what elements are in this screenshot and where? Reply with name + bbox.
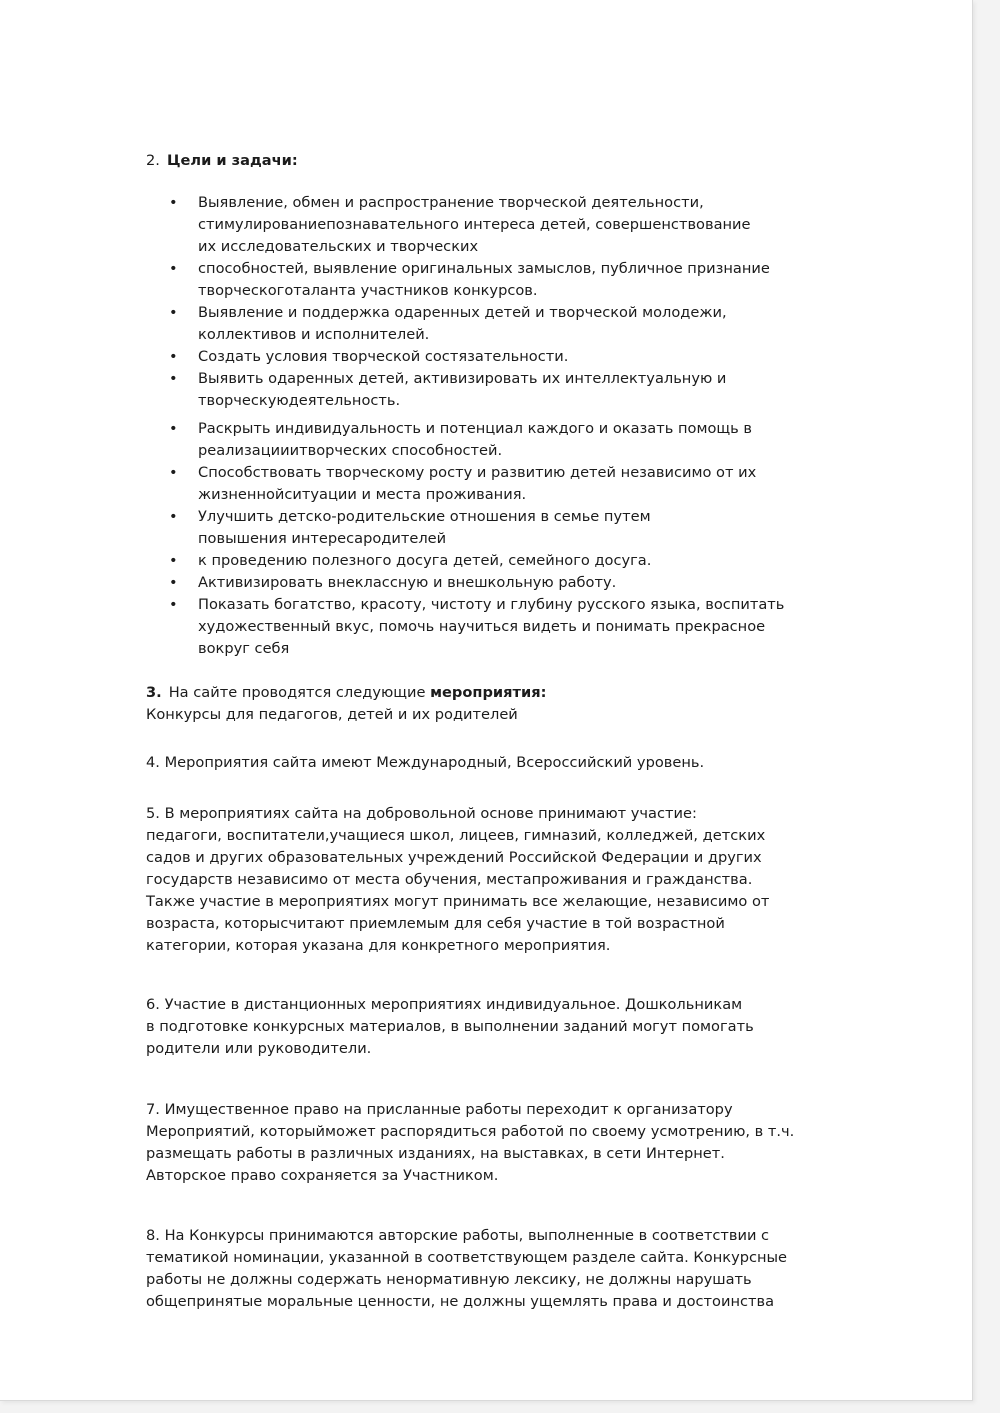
paragraph-5: 5. В мероприятиях сайта на добровольной основе принимают участие: педагоги, воспитатели,учащиеся школ, лицеев, гимназий, колледжей, детских садов и других образовательных учреждений Российской Федерации и других государств независимо от места обучения, местапроживания и гражданства. Также участие в мероприятиях могут принимать все желающие, независимо от возраста, которысчитают приемлемым для себя участие в той возрастной категории, которая указана для конкретного мероприятия. — [146, 805, 770, 954]
goal-item: • Показать богатство, красоту, чистоту и глубину русского языка, воспитать художественный вкус, помочь научиться видеть и понимать прекрасное вокруг себя — [198, 594, 836, 660]
paragraph-6: 6. Участие в дистанционных мероприятиях индивидуальное. Дошкольникам в подготовке конкурсных материалов, в выполнении заданий могут помогать родители или руководители. — [146, 996, 754, 1057]
section-3-bold: мероприятия: — [430, 684, 547, 701]
goals-list — [146, 192, 836, 660]
paragraph-8: 8. На Конкурсы принимаются авторские работы, выполненные в соответствии с тематикой номинации, указанной в соответствующем разделе сайта. Конкурсные работы не должны содержать ненормативную лексику, не должны нарушать общепринятые моральные ценности, не должны ущемлять права и достоинства — [146, 1227, 788, 1310]
goal-item: • Создать условия творческой состязательности. — [198, 346, 836, 368]
goal-item: • Улучшить детско-родительские отношения в семье путем повышения интересародителей — [198, 506, 836, 550]
goal-item: • к проведению полезного досуга детей, семейного досуга. — [198, 550, 836, 572]
goal-item: • Активизировать внеклассную и внешкольную работу. — [198, 572, 836, 594]
document-body — [146, 150, 836, 1313]
goal-item: • Выявление и поддержка одаренных детей и творческой молодежи, коллективов и исполнителей. — [198, 302, 836, 346]
goal-item: • Выявить одаренных детей, активизировать их интеллектуальную и творческуюдеятельность. — [198, 368, 836, 412]
goal-item: • Раскрыть индивидуальность и потенциал каждого и оказать помощь в реализацииитворческих способностей. — [198, 418, 836, 462]
section-2-number: 2. — [146, 152, 160, 169]
section-3-heading — [146, 682, 836, 704]
section-2-heading — [146, 150, 836, 172]
goal-item: • Способствовать творческому росту и развитию детей независимо от их жизненнойситуации и места проживания. — [198, 462, 836, 506]
paragraph-4: 4. Мероприятия сайта имеют Международный, Всероссийский уровень. — [146, 754, 705, 771]
section-3-text: На сайте проводятся следующие — [168, 684, 431, 701]
goal-item: • способностей, выявление оригинальных замыслов, публичное признание творческоготаланта участников конкурсов. — [198, 258, 836, 302]
section-2-title: Цели и задачи: — [166, 152, 298, 169]
goal-item: • Выявление, обмен и распространение творческой деятельности, стимулированиепознавательного интереса детей, совершенствование их исследовательских и творческих — [198, 192, 836, 258]
section-3-number: 3. — [146, 684, 162, 701]
events-line: Конкурсы для педагогов, детей и их родителей — [146, 706, 518, 723]
paragraph-7: 7. Имущественное право на присланные работы переходит к организатору Мероприятий, которыйможет распорядиться работой по своему усмотрению, в т.ч. размещать работы в различных изданиях, на выставках, в сети Интернет. Авторское право сохраняется за Участником. — [146, 1101, 795, 1184]
